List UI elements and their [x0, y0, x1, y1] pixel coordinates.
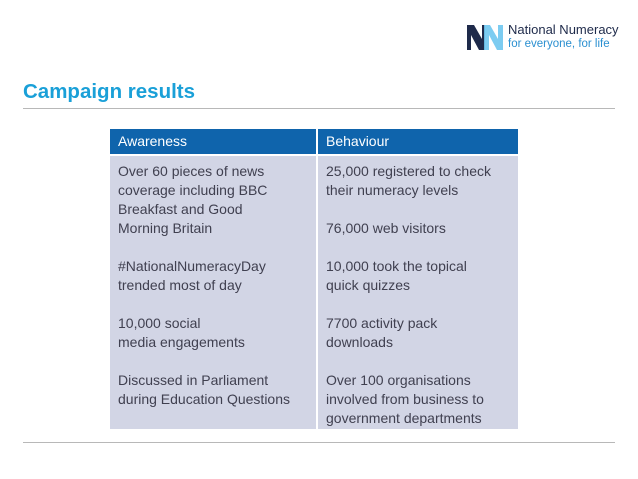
- awareness-line: Morning Britain: [118, 220, 213, 236]
- logo-tagline: for everyone, for life: [508, 38, 610, 50]
- behaviour-line: 25,000 registered to check: [326, 163, 491, 179]
- awareness-line: #NationalNumeracyDay: [118, 258, 266, 274]
- behaviour-line: involved from business to: [326, 391, 484, 407]
- divider-bottom: [23, 442, 615, 443]
- paragraph-gap: [118, 238, 312, 257]
- divider-top: [23, 108, 615, 109]
- behaviour-line: Over 100 organisations: [326, 372, 471, 388]
- awareness-line: media engagements: [118, 334, 245, 350]
- column-header-behaviour: Behaviour: [318, 129, 518, 154]
- national-numeracy-logo: [465, 22, 635, 52]
- page-title: Campaign results: [23, 80, 196, 103]
- paragraph-gap: [326, 352, 514, 371]
- paragraph-gap: [118, 352, 312, 371]
- awareness-line: Breakfast and Good: [118, 201, 243, 217]
- logo-name: National Numeracy: [508, 22, 619, 37]
- campaign-results-table: [110, 129, 518, 429]
- behaviour-cell: [318, 156, 518, 429]
- awareness-line: 10,000 social: [118, 315, 201, 331]
- awareness-line: coverage including BBC: [118, 182, 268, 198]
- logo-nn-icon: [465, 22, 505, 52]
- awareness-line: trended most of day: [118, 277, 242, 293]
- behaviour-line: downloads: [326, 334, 393, 350]
- behaviour-line: quick quizzes: [326, 277, 411, 293]
- paragraph-gap: [118, 295, 312, 314]
- paragraph-gap: [326, 200, 514, 219]
- behaviour-line: 76,000 web visitors: [326, 220, 446, 236]
- behaviour-line: their numeracy levels: [326, 182, 459, 198]
- awareness-line: Over 60 pieces of news: [118, 163, 265, 179]
- behaviour-line: government departments: [326, 410, 482, 426]
- awareness-line: during Education Questions: [118, 391, 290, 407]
- behaviour-line: 10,000 took the topical: [326, 258, 467, 274]
- awareness-cell: [110, 156, 316, 429]
- awareness-line: Discussed in Parliament: [118, 372, 269, 388]
- paragraph-gap: [326, 295, 514, 314]
- behaviour-line: 7700 activity pack: [326, 315, 438, 331]
- paragraph-gap: [326, 238, 514, 257]
- column-header-awareness: Awareness: [110, 129, 316, 154]
